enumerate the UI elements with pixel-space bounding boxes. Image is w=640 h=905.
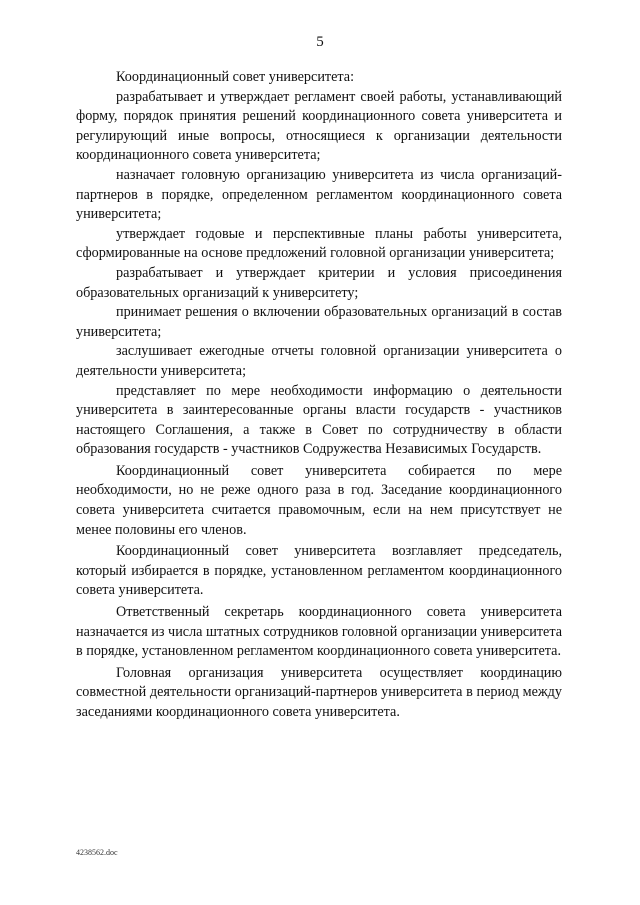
paragraph-criteria: разрабатывает и утверждает критерии и условия присоединения образовательных организаций к университету;: [76, 264, 562, 301]
paragraph-plans: утверждает годовые и перспективные планы работы университета, сформированные на основе предложений головной организации университета;: [76, 225, 562, 262]
paragraph-coordination: Головная организация университета осуществляет координацию совместной деятельности организаций-партнеров университета в период между заседаниями координационного совета университета.: [76, 664, 562, 720]
page-number: 5: [316, 34, 324, 50]
paragraph-reports: заслушивает ежегодные отчеты головной организации университета о деятельности университета;: [76, 343, 562, 379]
paragraph-secretary: Ответственный секретарь координационного совета университета назначается из числа штатных сотрудников головной организации университета в порядке, установленном регламентом координационного совета университета.: [76, 604, 562, 660]
paragraph-head-organization: назначает головную организацию университета из числа организаций-партнеров в порядке, определенном регламентом координационного совета университета;: [76, 166, 562, 223]
paragraph-information: представляет по мере необходимости информацию о деятельности университета в заинтересованные органы власти государств - участников настоящего Соглашения, а также в Совет по сотрудничеству в области образования государств - участников Содружества Независимых Государств.: [76, 382, 562, 458]
paragraph-regulations: разрабатывает и утверждает регламент своей работы, устанавливающий форму, порядок принятия решений координационного совета университета и регулирующий иные вопросы, относящиеся к организации деятельности координационного совета университета;: [76, 88, 562, 164]
paragraph-council-intro: Координационный совет университета:: [116, 69, 355, 85]
paragraph-inclusion: принимает решения о включении образовательных организаций в состав университета;: [76, 304, 562, 340]
document-footer-id: 4238562.doc: [76, 848, 118, 857]
paragraph-meetings: Координационный совет университета собирается по мере необходимости, но не реже одного раза в год. Заседание координационного совета университета считается правомочным, если на нем присутствует не менее половины его членов.: [76, 462, 562, 538]
document-body: [76, 68, 562, 723]
paragraph-chairman: Координационный совет университета возглавляет председатель, который избирается в порядке, установленном регламентом координационного совета университета.: [76, 543, 562, 599]
